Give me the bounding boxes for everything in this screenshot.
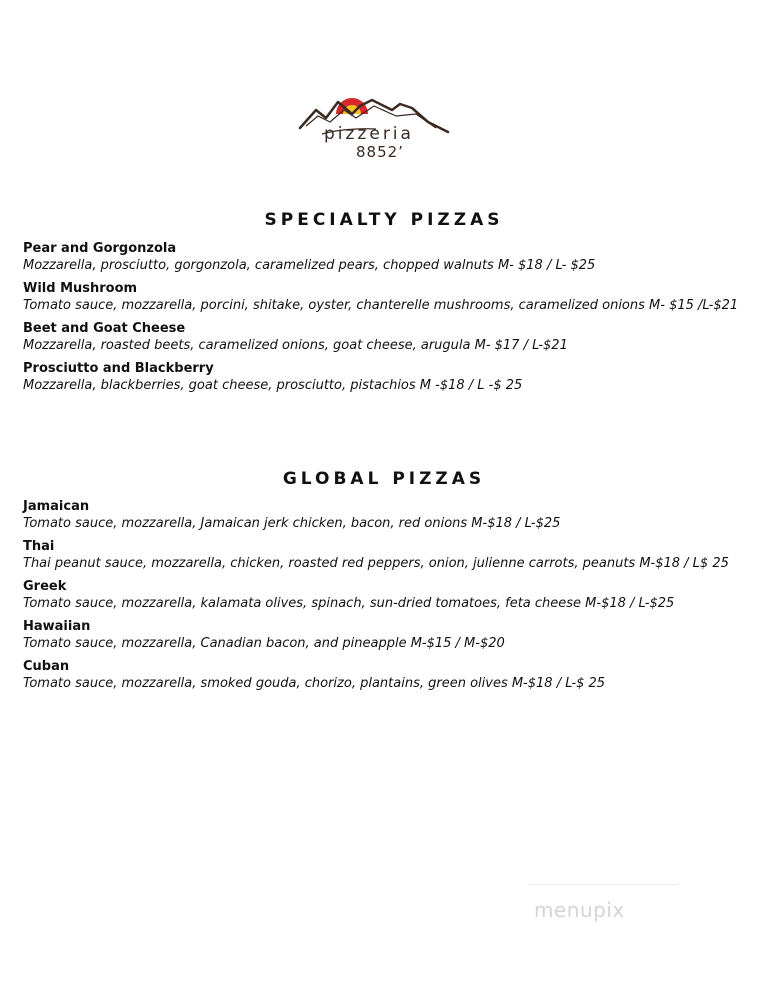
item-description: Tomato sauce, mozzarella, porcini, shitake, oyster, chanterelle mushrooms, caramelized onions M- $15 /L-$21 (23, 298, 739, 313)
item-description: Tomato sauce, mozzarella, smoked gouda, chorizo, plantains, green olives M-$18 / L-$ 25 (23, 676, 606, 691)
specialty-section-title: SPECIALTY PIZZAS (264, 210, 504, 230)
item-description: Mozzarella, blackberries, goat cheese, prosciutto, pistachios M -$18 / L -$ 25 (23, 378, 523, 393)
item-description: Tomato sauce, mozzarella, kalamata olives, spinach, sun-dried tomatoes, feta cheese M-$18 / L-$25 (23, 596, 675, 611)
item-name: Thai (23, 539, 55, 554)
menu-item (23, 321, 753, 354)
item-name: Beet and Goat Cheese (23, 321, 186, 336)
global-list (23, 499, 753, 699)
menu-item (23, 539, 753, 572)
menupix-watermark: menupix (534, 898, 625, 922)
item-description: Tomato sauce, mozzarella, Canadian bacon, and pineapple M-$15 / M-$20 (23, 636, 505, 651)
menu-item (23, 361, 753, 394)
item-name: Jamaican (23, 499, 90, 514)
item-name: Prosciutto and Blackberry (23, 361, 214, 376)
watermark-divider (528, 884, 678, 885)
item-name: Cuban (23, 659, 70, 674)
global-section-title: GLOBAL PIZZAS (282, 469, 486, 489)
logo-number-text: 8852’ (356, 143, 404, 161)
menu-item (23, 281, 753, 314)
specialty-list (23, 241, 753, 401)
item-name: Greek (23, 579, 67, 594)
menu-item (23, 241, 753, 274)
menu-item (23, 579, 753, 612)
menu-item (23, 659, 753, 692)
pizzeria-logo (296, 88, 456, 188)
menu-item (23, 619, 753, 652)
item-description: Tomato sauce, mozzarella, Jamaican jerk chicken, bacon, red onions M-$18 / L-$25 (23, 516, 561, 531)
item-name: Pear and Gorgonzola (23, 241, 177, 256)
item-description: Thai peanut sauce, mozzarella, chicken, roasted red peppers, onion, julienne carrots, peanuts M-$18 / L$ 25 (23, 556, 729, 571)
item-name: Hawaiian (23, 619, 91, 634)
menu-item (23, 499, 753, 532)
item-description: Mozzarella, prosciutto, gorgonzola, caramelized pears, chopped walnuts M- $18 / L- $25 (23, 258, 596, 273)
item-description: Mozzarella, roasted beets, caramelized onions, goat cheese, arugula M- $17 / L-$21 (23, 338, 568, 353)
logo-brand-text: pizzeria (324, 124, 414, 144)
item-name: Wild Mushroom (23, 281, 138, 296)
